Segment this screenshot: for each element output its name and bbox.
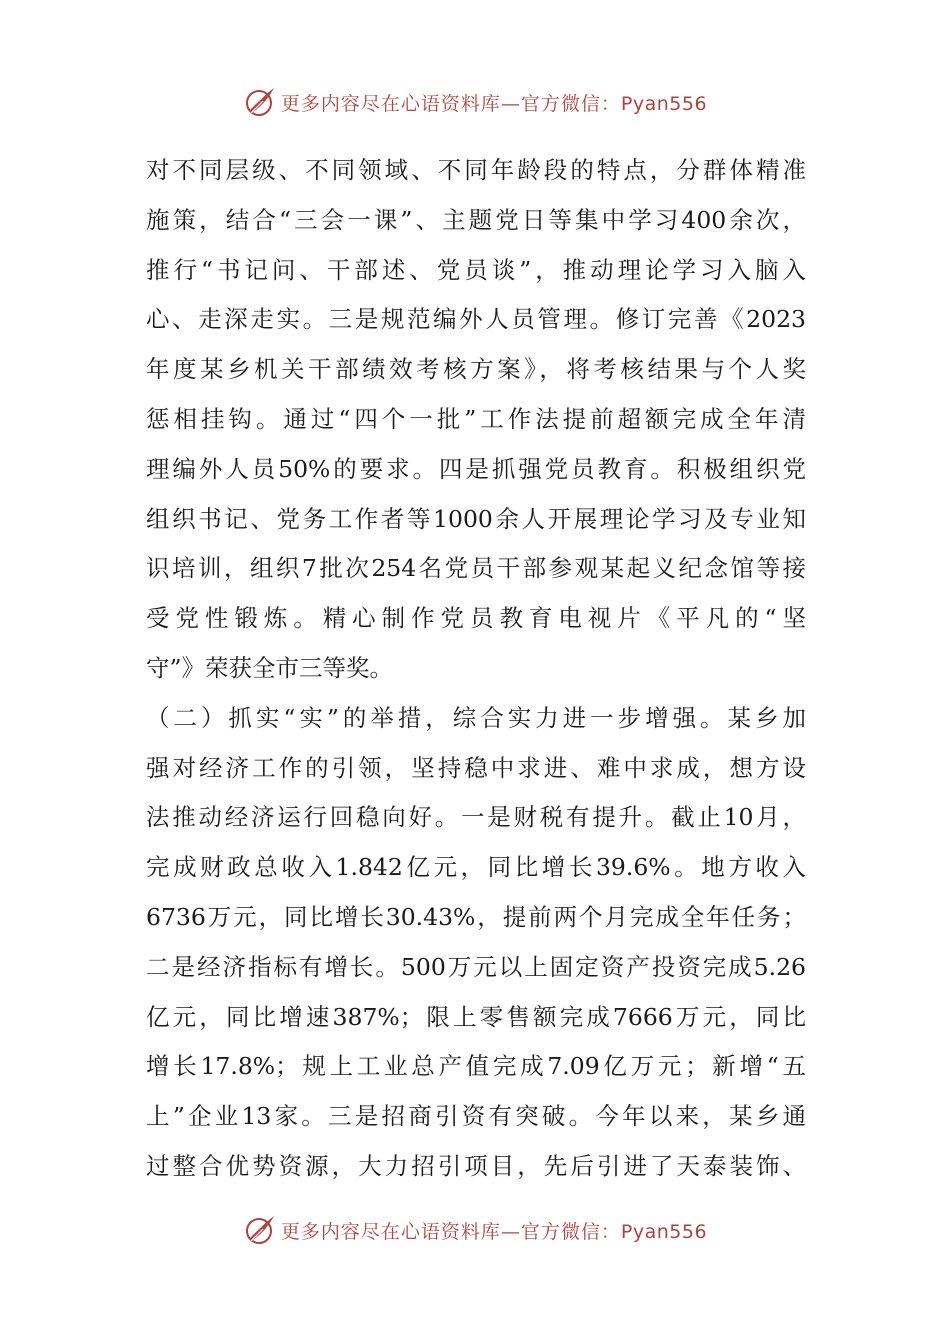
- body-line: 受党性锻炼。精心制作党员教育电视片《平凡的“坚: [146, 604, 806, 633]
- body-line: 强对经济工作的引领，坚持稳中求进、难中求成，想方设: [146, 753, 806, 782]
- body-line: 对不同层级、不同领域、不同年龄段的特点，分群体精准: [146, 156, 806, 184]
- body-line: 上”企业13家。三是招商引资有突破。今年以来，某乡通: [146, 1102, 806, 1131]
- document-body: [146, 146, 806, 1196]
- watermark-wechat-id: Pyan556: [620, 1220, 708, 1243]
- body-line: 惩相挂钩。通过“四个一批”工作法提前超额完成全年清: [146, 404, 806, 433]
- section-heading-line: （二）抓实“实”的举措，综合实力进一步增强。某乡加: [146, 703, 806, 732]
- body-line: 组织书记、党务工作者等1000余人开展理论学习及专业知: [146, 504, 806, 533]
- body-line: 推行“书记问、干部述、党员谈”，推动理论学习入脑入: [146, 255, 806, 284]
- quill-logo-icon: [243, 85, 277, 119]
- body-line: 过整合优势资源，大力招引项目，先后引进了天泰装饰、: [146, 1151, 806, 1180]
- body-line-paragraph-end: 守”》荣获全市三等奖。: [146, 653, 394, 682]
- watermark-label: 更多内容尽在心语资料库—官方微信：: [280, 92, 621, 115]
- quill-logo-icon: [243, 1213, 277, 1247]
- body-line: 二是经济指标有增长。500万元以上固定资产投资完成5.26: [146, 952, 806, 981]
- body-line: 心、走深走实。三是规范编外人员管理。修订完善《2023: [146, 305, 806, 334]
- footer-watermark: [0, 1210, 950, 1250]
- body-line: 增长17.8%；规上工业总产值完成7.09亿万元；新增“五: [146, 1052, 806, 1081]
- watermark-text: [281, 89, 707, 116]
- body-line: 施策，结合“三会一课”、主题党日等集中学习400余次，: [146, 205, 806, 234]
- watermark-text: [281, 1217, 707, 1244]
- body-line: 完成财政总收入1.842亿元，同比增长39.6%。地方收入: [146, 853, 806, 882]
- body-line: 识培训，组织7批次254名党员干部参观某起义纪念馆等接: [146, 554, 806, 583]
- body-line: 理编外人员50%的要求。四是抓强党员教育。积极组织党: [146, 454, 806, 483]
- body-line: 6736万元，同比增长30.43%，提前两个月完成全年任务；: [146, 902, 806, 931]
- body-line: 亿元，同比增速387%；限上零售额完成7666万元，同比: [146, 1002, 806, 1031]
- watermark-wechat-id: Pyan556: [620, 92, 708, 115]
- body-line: 年度某乡机关干部绩效考核方案》，将考核结果与个人奖: [146, 355, 806, 384]
- body-line: 法推动经济运行回稳向好。一是财税有提升。截止10月，: [146, 803, 806, 832]
- header-watermark: [0, 82, 950, 122]
- watermark-label: 更多内容尽在心语资料库—官方微信：: [280, 1220, 621, 1243]
